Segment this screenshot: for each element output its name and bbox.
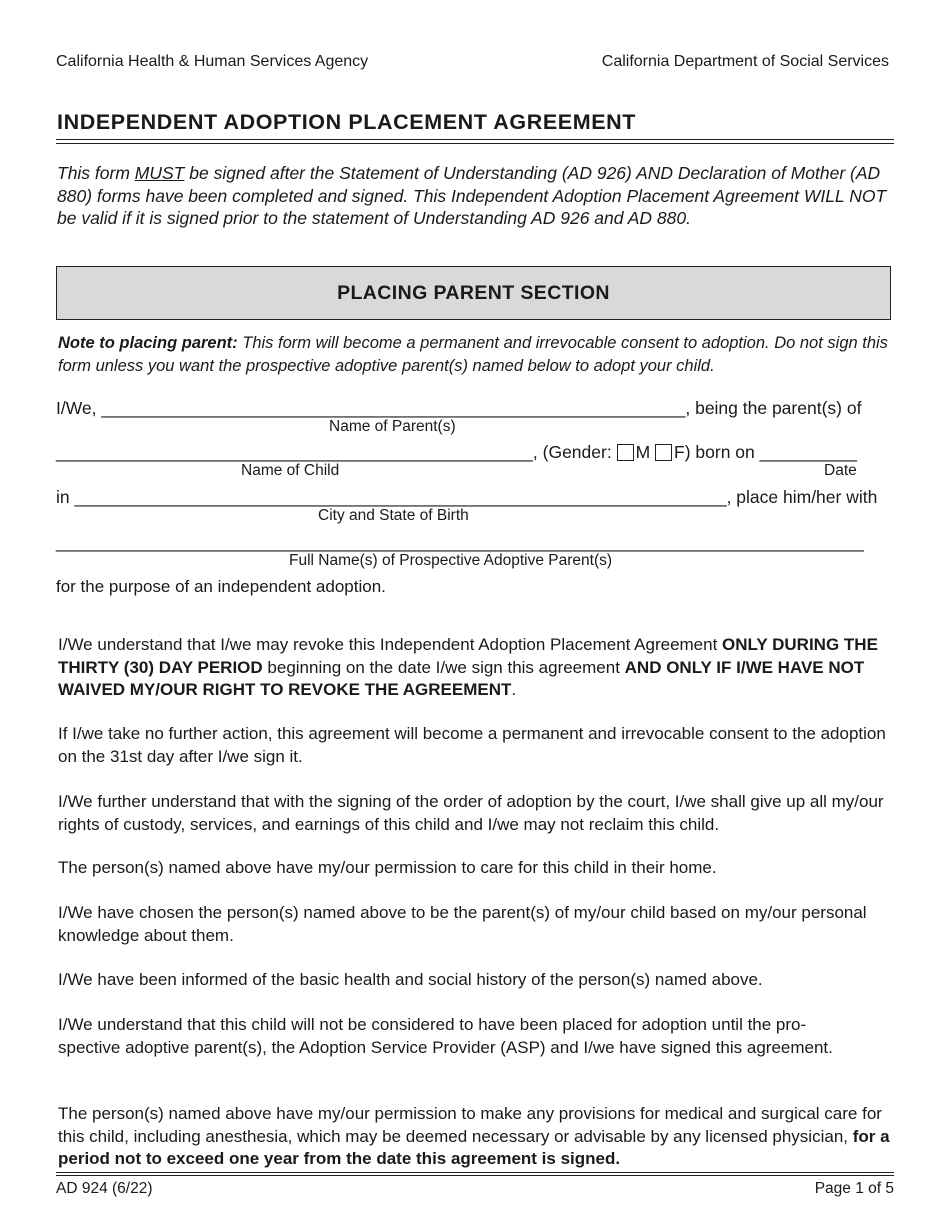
chosen-parents-paragraph: I/We have chosen the person(s) named above to be the parent(s) of my/our child based on my/our personal knowledge about them. bbox=[58, 903, 867, 945]
no-action-paragraph: If I/we take no further action, this agreement will become a permanent and irrevocable consent to the adoption on the 31st day after I/we sign it. bbox=[58, 724, 886, 766]
gender-f-checkbox[interactable] bbox=[655, 444, 672, 461]
purpose-statement: for the purpose of an independent adoption. bbox=[56, 577, 386, 596]
section-heading: PLACING PARENT SECTION bbox=[56, 266, 891, 320]
intro-instructions: This form MUST be signed after the Statement of Understanding (AD 926) AND Declaration of Mother (AD 880) forms have been completed and signed. This Independent Adoption Placement Agreement WILL NOT be valid if it is signed prior to the statement of Understanding AD 926 and AD 880. bbox=[57, 163, 887, 228]
child-name-field[interactable]: _________________________________________________ bbox=[56, 442, 533, 462]
department-name: California Department of Social Services bbox=[601, 53, 889, 70]
adoptive-parent-caption: Full Name(s) of Prospective Adoptive Parent(s) bbox=[289, 552, 613, 569]
title-rule-bottom bbox=[56, 143, 894, 144]
date-caption: Date bbox=[824, 462, 857, 479]
gender-f-label: F) born on bbox=[674, 442, 760, 462]
parent-name-line: I/We, ____________________________________________________________, being the parent(s) of bbox=[56, 398, 862, 418]
child-name-caption: Name of Child bbox=[241, 462, 340, 479]
footer-rule-top bbox=[56, 1172, 894, 1173]
birthplace-field[interactable]: ___________________________________________________________________ bbox=[74, 487, 727, 507]
footer-rule-bottom bbox=[56, 1175, 894, 1176]
title-rule-top bbox=[56, 139, 894, 140]
note-to-parent: Note to placing parent: This form will become a permanent and irrevocable consent to adoption. Do not sign this form unless you want the prospective adoptive parent(s) named below to adopt your child. bbox=[58, 334, 888, 375]
gender-m-label: M bbox=[635, 442, 651, 462]
revocation-paragraph: I/We understand that I/we may revoke this Independent Adoption Placement Agreement ONLY DURING THE THIRTY (30) DAY PERIOD beginning on the date I/we sign this agreement AND ONLY IF I/WE HAVE NOT WAIVED MY/OUR RIGHT TO REVOKE THE AGREEMENT. bbox=[58, 635, 878, 699]
medical-care-paragraph: The person(s) named above have my/our permission to make any provisions for medical and surgical care for this child, including anesthesia, which may be deemed necessary or advisable by any licensed physician, for a period not to exceed one year from the date this agreement is signed. bbox=[58, 1104, 890, 1168]
form-title: INDEPENDENT ADOPTION PLACEMENT AGREEMENT bbox=[57, 110, 637, 134]
health-history-paragraph: I/We have been informed of the basic health and social history of the person(s) named above. bbox=[58, 970, 763, 989]
parent-name-caption: Name of Parent(s) bbox=[329, 418, 456, 435]
page-number: Page 1 of 5 bbox=[814, 1180, 894, 1197]
parent-name-field[interactable]: ____________________________________________________________ bbox=[101, 398, 686, 418]
adoptive-parent-field[interactable]: ___________________________________________________________________________________ bbox=[56, 532, 864, 552]
form-id: AD 924 (6/22) bbox=[56, 1180, 153, 1197]
birth-date-field[interactable]: __________ bbox=[759, 442, 857, 462]
must-emphasis: MUST bbox=[134, 163, 185, 183]
placement-paragraph: I/We understand that this child will not be considered to have been placed for adoption until the pro- spective adoptive parent(s), the Adoption Service Provider (ASP) and I/we have signed this agreement. bbox=[58, 1015, 833, 1057]
gender-m-checkbox[interactable] bbox=[617, 444, 634, 461]
birthplace-caption: City and State of Birth bbox=[318, 507, 469, 524]
adoptive-parent-line bbox=[56, 532, 864, 553]
child-line: _________________________________________________, (Gender: M F) born on __________ bbox=[56, 442, 857, 462]
court-order-paragraph: I/We further understand that with the signing of the order of adoption by the court, I/we shall give up all my/our rights of custody, services, and earnings of this child and I/we may not reclaim this child. bbox=[58, 792, 884, 834]
care-permission-paragraph: The person(s) named above have my/our permission to care for this child in their home. bbox=[58, 858, 717, 877]
agency-name: California Health & Human Services Agency bbox=[56, 53, 369, 70]
birthplace-line: in ___________________________________________________________________, place him/her with bbox=[56, 487, 878, 507]
